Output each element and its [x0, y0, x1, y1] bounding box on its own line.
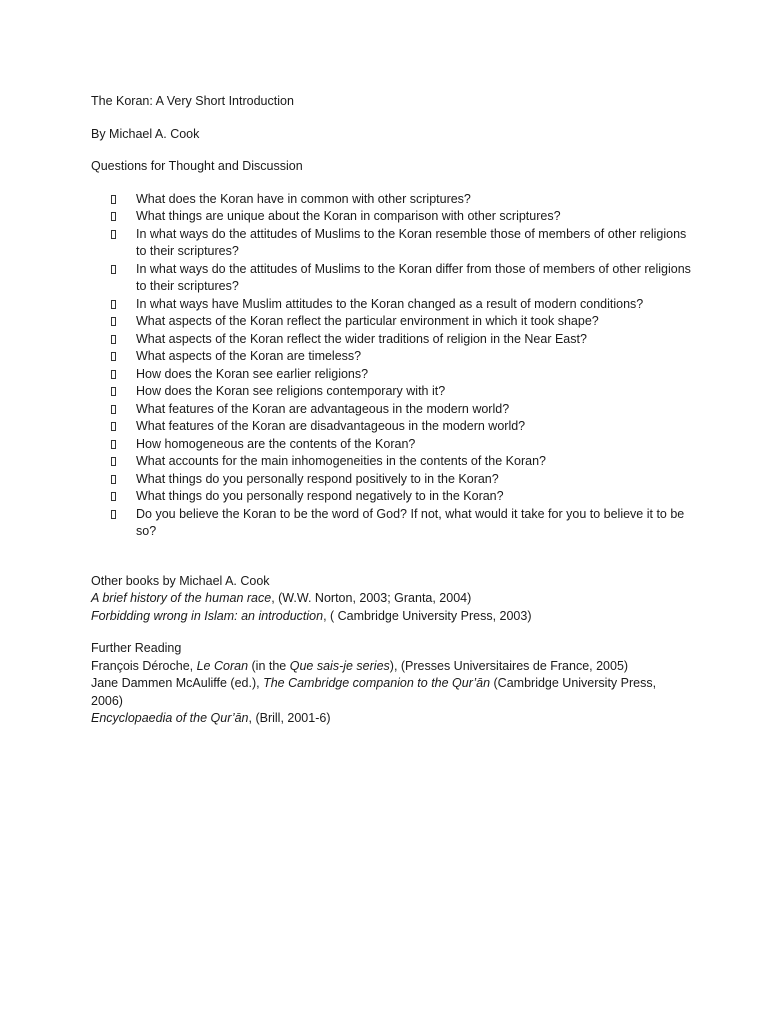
document-page: [91, 93, 691, 743]
bullet-icon: [111, 440, 116, 449]
bullet-icon: [111, 300, 116, 309]
question-text: What aspects of the Koran reflect the wider traditions of religion in the Near East?: [136, 331, 587, 346]
bullet-icon: [111, 265, 116, 274]
other-books-heading: Other books by Michael A. Cook: [91, 573, 270, 588]
question-text: What aspects of the Koran are timeless?: [136, 349, 362, 363]
list-item: [91, 383, 691, 401]
list-item: [91, 208, 691, 226]
question-text: How does the Koran see earlier religions?: [136, 366, 369, 381]
bullet-icon: [111, 230, 116, 239]
list-item: [91, 436, 691, 454]
list-item: [91, 366, 691, 384]
list-item: [91, 296, 691, 314]
question-text: What features of the Koran are disadvantageous in the modern world?: [136, 419, 526, 433]
bullet-icon: [111, 475, 116, 484]
bullet-icon: [111, 405, 116, 414]
bullet-icon: [111, 195, 116, 204]
reading-author: Jane Dammen McAuliffe (ed.),: [91, 676, 264, 690]
author-line: By Michael A. Cook: [91, 126, 200, 141]
reading-title: Le Coran: [196, 658, 249, 673]
questions-heading: Questions for Thought and Discussion: [91, 159, 303, 173]
book-details: , ( Cambridge University Press, 2003): [323, 608, 532, 623]
bullet-icon: [111, 370, 116, 379]
bullet-icon: [111, 387, 116, 396]
bullet-icon: [111, 492, 116, 501]
list-item: [91, 348, 691, 366]
questions-list: [91, 191, 691, 541]
bullet-icon: [111, 352, 116, 361]
list-item: [91, 331, 691, 349]
list-item: [91, 401, 691, 419]
list-item: [91, 226, 691, 261]
list-item: [91, 471, 691, 489]
book-title: Forbidding wrong in Islam: an introduction: [91, 608, 324, 623]
question-text: What things do you personally respond negatively to in the Koran?: [136, 489, 504, 503]
reading-details: , (Brill, 2001-6): [248, 711, 331, 725]
reading-entry: [91, 658, 691, 676]
book-entry: [91, 608, 691, 626]
question-text: What aspects of the Koran reflect the particular environment in which it took shape?: [136, 314, 599, 328]
question-text: What things are unique about the Koran in comparison with other scriptures?: [136, 209, 561, 223]
question-text: Do you believe the Koran to be the word of God? If not, what would it take for you to believe it to be so?: [136, 506, 685, 538]
question-text: What does the Koran have in common with other scriptures?: [136, 191, 471, 206]
list-item: [91, 488, 691, 506]
bullet-icon: [111, 212, 116, 221]
question-text: How does the Koran see religions contemporary with it?: [136, 384, 446, 398]
list-item: [91, 506, 691, 541]
question-text: What features of the Koran are advantageous in the modern world?: [136, 401, 510, 416]
list-item: [91, 453, 691, 471]
question-text: In what ways have Muslim attitudes to the Koran changed as a result of modern conditions?: [136, 296, 644, 311]
reading-text: (in the: [248, 658, 290, 673]
further-reading-heading: Further Reading: [91, 641, 182, 655]
book-details: , (W.W. Norton, 2003; Granta, 2004): [271, 591, 472, 605]
further-reading-section: [91, 640, 691, 728]
document-title: The Koran: A Very Short Introduction: [91, 94, 294, 108]
list-item: [91, 261, 691, 296]
question-text: What things do you personally respond positively to in the Koran?: [136, 471, 499, 486]
question-text: In what ways do the attitudes of Muslims to the Koran differ from those of members of other religions to their scriptures?: [136, 261, 691, 293]
bullet-icon: [111, 317, 116, 326]
list-item: [91, 418, 691, 436]
reading-series: Que sais-je series: [289, 658, 390, 673]
bullet-icon: [111, 457, 116, 466]
bullet-icon: [111, 335, 116, 344]
book-entry: [91, 590, 691, 608]
book-title: A brief history of the human race: [91, 591, 272, 605]
reading-title: Encyclopaedia of the Qur’ān: [91, 711, 249, 725]
list-item: [91, 313, 691, 331]
reading-entry: [91, 710, 691, 728]
reading-details: (Cambridge University Press, 2006): [91, 676, 657, 708]
question-text: What accounts for the main inhomogeneities in the contents of the Koran?: [136, 454, 546, 468]
list-item: [91, 191, 691, 209]
question-text: How homogeneous are the contents of the Koran?: [136, 436, 416, 451]
reading-title: The Cambridge companion to the Qur’ān: [263, 676, 491, 690]
reading-author: François Déroche,: [91, 658, 197, 673]
bullet-icon: [111, 422, 116, 431]
other-books-section: [91, 573, 691, 626]
reading-details: ), (Presses Universitaires de France, 2005): [389, 658, 629, 673]
question-text: In what ways do the attitudes of Muslims to the Koran resemble those of members of other religions to their scriptures?: [136, 226, 687, 258]
reading-entry: [91, 675, 691, 710]
bullet-icon: [111, 510, 116, 519]
